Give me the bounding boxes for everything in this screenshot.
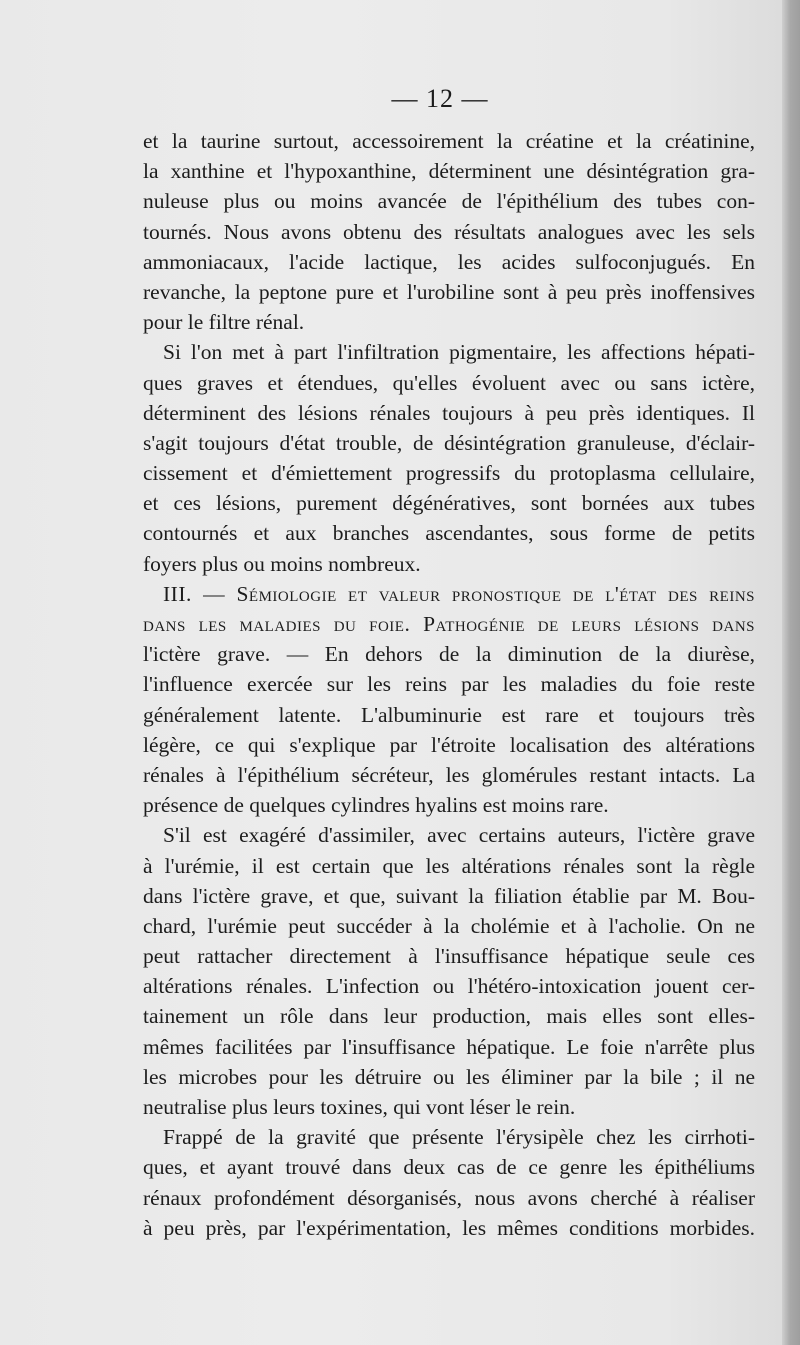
text-line: nuleuse plus ou moins avancée de l'épithélium des tubes con- xyxy=(143,189,755,214)
text-line: et ces lésions, purement dégénératives, sont bornées aux tubes xyxy=(143,491,755,516)
text-line: la xanthine et l'hypoxanthine, déterminent une désintégration gra- xyxy=(143,159,755,184)
text-line: généralement latente. L'albuminurie est rare et toujours très xyxy=(143,702,755,727)
text-line: peut rattacher directement à l'insuffisance hépatique seule ces xyxy=(143,944,755,969)
text-line: neutralise plus leurs toxines, qui vont léser le rein. xyxy=(143,1095,576,1119)
text-line: légère, ce qui s'explique par l'étroite localisation des altérations xyxy=(143,732,755,757)
text-line: à peu près, par l'expérimentation, les mêmes conditions morbides. xyxy=(143,1215,755,1240)
body-text xyxy=(143,126,755,1243)
paragraph xyxy=(143,1122,755,1243)
text-line: revanche, la peptone pure et l'urobiline sont à peu près inoffensives xyxy=(143,279,755,304)
text-line: rénales à l'épithélium sécréteur, les glomérules restant intacts. La xyxy=(143,762,755,787)
text-line: ques, et ayant trouvé dans deux cas de ce genre les épithéliums xyxy=(143,1155,755,1180)
text-line: Si l'on met à part l'infiltration pigmentaire, les affections hépati- xyxy=(163,340,755,365)
page-edge-shadow xyxy=(782,0,800,1345)
paragraph xyxy=(143,579,755,821)
text-line: s'agit toujours d'état trouble, de désintégration granuleuse, d'éclair- xyxy=(143,430,755,455)
text-line: rénaux profondément désorganisés, nous avons cherché à réaliser xyxy=(143,1185,755,1210)
text-line: foyers plus ou moins nombreux. xyxy=(143,551,421,576)
text-line: cissement et d'émiettement progressifs du protoplasma cellulaire, xyxy=(143,461,755,486)
text-line: tainement un rôle dans leur production, mais elles sont elles- xyxy=(143,1004,755,1029)
section-heading-line: III. — Sémiologie et valeur pronostique de l'état des reins xyxy=(163,581,755,606)
text-line: chard, l'urémie peut succéder à la cholémie et à l'acholie. On ne xyxy=(143,913,755,938)
text-line: l'ictère grave. — En dehors de la diminution de la diurèse, xyxy=(143,642,755,667)
text-line: pour le filtre rénal. xyxy=(143,310,305,335)
text-line: présence de quelques cylindres hyalins est moins rare. xyxy=(143,793,609,818)
text-line: altérations rénales. L'infection ou l'hétéro-intoxication jouent cer- xyxy=(143,974,755,999)
text-line: Frappé de la gravité que présente l'érysipèle chez les cirrhoti- xyxy=(163,1125,755,1150)
text-line: mêmes facilitées par l'insuffisance hépatique. Le foie n'arrête plus xyxy=(143,1034,755,1059)
paragraph xyxy=(143,126,755,337)
text-line: contournés et aux branches ascendantes, sous forme de petits xyxy=(143,521,755,546)
text-line: les microbes pour les détruire ou les éliminer par la bile ; il ne xyxy=(143,1064,755,1089)
paragraph xyxy=(143,820,755,1122)
section-heading-line: dans les maladies du foie. Pathogénie de leurs lésions dans xyxy=(143,612,755,636)
text-line: dans l'ictère grave, et que, suivant la filiation établie par M. Bou- xyxy=(143,883,755,908)
paragraph xyxy=(143,337,755,579)
text-line: S'il est exagéré d'assimiler, avec certains auteurs, l'ictère grave xyxy=(163,823,755,848)
text-line: ques graves et étendues, qu'elles évoluent avec ou sans ictère, xyxy=(143,370,755,395)
text-line: à l'urémie, il est certain que les altérations rénales sont la règle xyxy=(143,853,755,878)
text-line: et la taurine surtout, accessoirement la créatine et la créatinine, xyxy=(143,129,755,153)
text-line: tournés. Nous avons obtenu des résultats analogues avec les sels xyxy=(143,219,755,244)
text-line: ammoniacaux, l'acide lactique, les acides sulfoconjugués. En xyxy=(143,249,755,274)
page-number: — 12 — xyxy=(391,84,489,113)
text-line: l'influence exercée sur les reins par les maladies du foie reste xyxy=(143,672,755,697)
text-line: déterminent des lésions rénales toujours à peu près identiques. Il xyxy=(143,400,755,425)
